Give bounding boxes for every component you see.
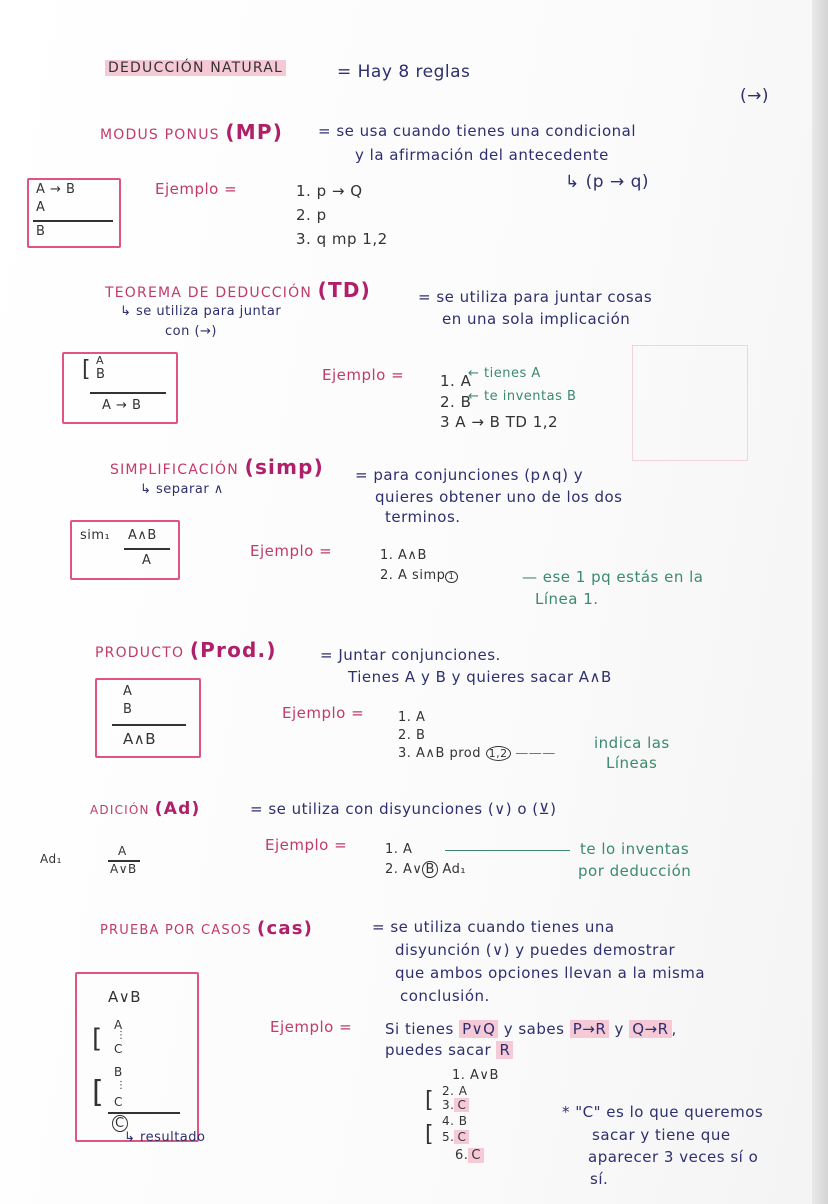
simp-desc-2: quieres obtener uno de los dos bbox=[375, 488, 623, 506]
td-example-label: Ejemplo = bbox=[322, 366, 405, 384]
cas-result-note: ↳ resultado bbox=[124, 1130, 206, 1145]
simp-example-line: 1. A∧B bbox=[380, 548, 427, 563]
td-example-line: 3 A → B TD 1,2 bbox=[440, 413, 559, 431]
cas-highlight-c: C bbox=[454, 1098, 469, 1112]
cas-circled-c: C bbox=[112, 1115, 128, 1132]
ad-desc: = se utiliza con disyunciones (∨) o (⊻) bbox=[250, 800, 557, 818]
td-abbr: (TD) bbox=[317, 278, 371, 302]
cas-example-line: 1. A∨B bbox=[452, 1068, 499, 1083]
cas-example-line: 2. A bbox=[442, 1084, 468, 1098]
td-note-1: ↳ se utiliza para juntar bbox=[120, 304, 282, 319]
td-example-line: 1. A bbox=[440, 372, 472, 390]
prod-desc-2: Tienes A y B y quieres sacar A∧B bbox=[348, 668, 612, 686]
prod-example-line: 2. B bbox=[398, 728, 426, 743]
cas-bracket-2: [ bbox=[92, 1075, 105, 1110]
prod-comment-1: indica las bbox=[594, 734, 670, 752]
td-title-text: TEOREMA DE DEDUCCIÓN bbox=[105, 285, 312, 301]
simp-box-conclusion: A bbox=[142, 553, 152, 568]
ad-circled-b: B bbox=[422, 861, 437, 878]
cas-text: puedes sacar bbox=[385, 1041, 492, 1059]
prod-example-label: Ejemplo = bbox=[282, 704, 365, 722]
cas-highlight-r: R bbox=[496, 1041, 513, 1059]
td-desc-2: en una sola implicación bbox=[442, 310, 631, 328]
simp-note: ↳ separar ∧ bbox=[140, 482, 224, 497]
td-example-line: 2. B bbox=[440, 393, 472, 411]
simp-abbr: (simp) bbox=[244, 455, 325, 479]
simp-box-premise: A∧B bbox=[128, 528, 157, 543]
prod-box-premise-2: B bbox=[123, 702, 133, 717]
cas-highlight-c: C bbox=[454, 1130, 469, 1144]
prod-title-text: PRODUCTO bbox=[95, 645, 185, 661]
cas-desc-4: conclusión. bbox=[400, 987, 490, 1005]
mp-box-rule-line bbox=[33, 220, 113, 222]
prod-comment-2: Líneas bbox=[606, 754, 658, 772]
mp-box-premise-2: A bbox=[36, 200, 46, 215]
cas-box-disjunction: A∨B bbox=[108, 988, 142, 1006]
cas-step: 6. bbox=[455, 1148, 469, 1163]
simp-example-line bbox=[380, 568, 458, 583]
td-box-assumption-a: A bbox=[96, 354, 105, 367]
prod-circled-ref: 1,2 bbox=[486, 746, 511, 761]
cas-star-note-4: sí. bbox=[590, 1170, 609, 1188]
cas-star-note-1: * "C" es lo que queremos bbox=[562, 1103, 764, 1121]
ad-comment-line bbox=[445, 850, 570, 851]
mp-example-line: 3. q mp 1,2 bbox=[296, 230, 388, 248]
cas-desc-1: = se utiliza cuando tienes una bbox=[372, 918, 615, 936]
simp-box-label: sim₁ bbox=[80, 528, 111, 543]
faded-box-bleedthrough bbox=[632, 345, 748, 461]
ad-rule-label: Ad₁ bbox=[40, 852, 62, 866]
ad-example-line: 1. A bbox=[385, 842, 413, 857]
cas-star-note-2: sacar y tiene que bbox=[592, 1126, 731, 1144]
cas-text: Si tienes bbox=[385, 1020, 454, 1038]
page-edge bbox=[812, 0, 828, 1204]
prod-box-conclusion: A∧B bbox=[123, 730, 157, 748]
cas-bracket-1: [ bbox=[92, 1024, 103, 1054]
ad-rule-conclusion: A∨B bbox=[110, 862, 137, 876]
prod-box-premise-1: A bbox=[123, 684, 133, 699]
cas-highlight-qr: Q→R bbox=[629, 1020, 671, 1038]
prod-desc-1: = Juntar conjunciones. bbox=[320, 646, 501, 664]
cas-box-conclusion bbox=[112, 1116, 128, 1131]
cas-highlight-pvq: P∨Q bbox=[459, 1020, 498, 1038]
ad-title-text: ADICIÓN bbox=[90, 803, 150, 817]
td-box-conclusion: A → B bbox=[102, 398, 142, 413]
cas-box-case-b: B bbox=[114, 1065, 123, 1079]
cas-example-label: Ejemplo = bbox=[270, 1018, 353, 1036]
td-comment-2: ← te inventas B bbox=[468, 389, 577, 404]
cas-box-dots: ⋮ bbox=[116, 1080, 127, 1091]
td-comment-1: ← tienes A bbox=[468, 366, 541, 381]
prod-example-text: 3. A∧B prod bbox=[398, 746, 482, 761]
cas-title bbox=[100, 918, 313, 939]
simp-title-text: SIMPLIFICACIÓN bbox=[110, 462, 239, 478]
ad-title bbox=[90, 799, 200, 819]
cas-example-line bbox=[455, 1148, 484, 1163]
simp-comment-1: — ese 1 pq estás en la bbox=[522, 568, 704, 586]
cas-box-case-b-result: C bbox=[114, 1095, 123, 1109]
mp-example-line: 1. p → Q bbox=[296, 182, 363, 200]
page-subtitle: = Hay 8 reglas bbox=[337, 62, 471, 82]
cas-text: y bbox=[614, 1020, 624, 1038]
td-bracket: [ bbox=[82, 357, 92, 382]
cas-highlight-c: C bbox=[468, 1148, 484, 1163]
mp-note: ↳ (p → q) bbox=[565, 172, 650, 192]
simp-example-text: 2. A simp bbox=[380, 568, 446, 583]
cas-box-dots: ⋮ bbox=[116, 1030, 127, 1041]
ad-example-line bbox=[385, 862, 466, 877]
ad-abbr: (Ad) bbox=[154, 799, 201, 819]
page-title bbox=[105, 60, 286, 76]
mp-abbr: (MP) bbox=[225, 120, 284, 144]
cas-example-text-2 bbox=[385, 1041, 513, 1059]
cas-box-rule-line bbox=[108, 1112, 180, 1114]
cas-highlight-pr: P→R bbox=[570, 1020, 610, 1038]
cas-desc-3: que ambos opciones llevan a la misma bbox=[395, 964, 706, 982]
simp-title bbox=[110, 455, 324, 479]
td-title bbox=[105, 278, 371, 302]
simp-desc-1: = para conjunciones (p∧q) y bbox=[355, 466, 584, 484]
cas-abbr: (cas) bbox=[257, 918, 314, 939]
td-box-assumption-b: B bbox=[96, 367, 106, 382]
cas-desc-2: disyunción (∨) y puedes demostrar bbox=[395, 941, 676, 959]
prod-title bbox=[95, 638, 277, 662]
mp-example-label: Ejemplo = bbox=[155, 180, 238, 198]
cas-example-text bbox=[385, 1020, 677, 1038]
cas-example-line: 4. B bbox=[442, 1114, 468, 1128]
cas-text: , bbox=[671, 1020, 677, 1038]
cas-step: 5. bbox=[442, 1130, 455, 1144]
simp-desc-3: terminos. bbox=[385, 508, 461, 526]
mp-example-line: 2. p bbox=[296, 206, 327, 224]
td-desc-1: = se utiliza para juntar cosas bbox=[418, 288, 653, 306]
ad-rule-premise: A bbox=[118, 844, 127, 858]
mp-desc-2: y la afirmación del antecedente bbox=[355, 146, 609, 164]
cas-box-case-a-result: C bbox=[114, 1042, 123, 1056]
mp-box-conclusion: B bbox=[36, 224, 46, 239]
td-rule-box bbox=[62, 352, 178, 424]
mp-desc-1: = se usa cuando tienes una condicional bbox=[318, 122, 636, 140]
simp-circled-ref: 1 bbox=[445, 571, 457, 583]
ad-example-label: Ejemplo = bbox=[265, 836, 348, 854]
prod-example-line: 3. A∧B prod 1,2 ——— bbox=[398, 746, 556, 761]
ad-comment-2: por deducción bbox=[578, 862, 692, 880]
ad-example-text: 2. A∨ bbox=[385, 862, 423, 877]
cas-title-text: PRUEBA POR CASOS bbox=[100, 923, 252, 938]
mp-box-premise-1: A → B bbox=[36, 182, 76, 197]
ad-comment-1: te lo inventas bbox=[580, 840, 690, 858]
ad-example-rule: Ad₁ bbox=[442, 862, 467, 877]
cas-example-bracket: [ bbox=[425, 1088, 435, 1113]
cas-box-case-a: A bbox=[114, 1018, 123, 1032]
prod-abbr: (Prod.) bbox=[189, 638, 277, 662]
mp-title-text: MODUS PONUS bbox=[100, 127, 220, 143]
td-note-2: con (→) bbox=[165, 324, 218, 339]
mp-title bbox=[100, 120, 283, 144]
simp-box-rule-line bbox=[124, 548, 170, 550]
prod-box-rule-line bbox=[112, 724, 186, 726]
td-box-rule-line bbox=[90, 392, 166, 394]
prod-example-line: 1. A bbox=[398, 710, 426, 725]
page-title-text: DEDUCCIÓN NATURAL bbox=[105, 60, 286, 76]
cas-example-line bbox=[442, 1130, 469, 1144]
corner-note: (→) bbox=[740, 86, 770, 106]
cas-step: 3. bbox=[442, 1098, 455, 1112]
simp-example-label: Ejemplo = bbox=[250, 542, 333, 560]
simp-comment-2: Línea 1. bbox=[535, 590, 599, 608]
cas-example-line bbox=[442, 1098, 469, 1112]
cas-example-bracket: [ bbox=[425, 1122, 435, 1147]
cas-text: y sabes bbox=[503, 1020, 565, 1038]
cas-star-note-3: aparecer 3 veces sí o bbox=[588, 1148, 759, 1166]
